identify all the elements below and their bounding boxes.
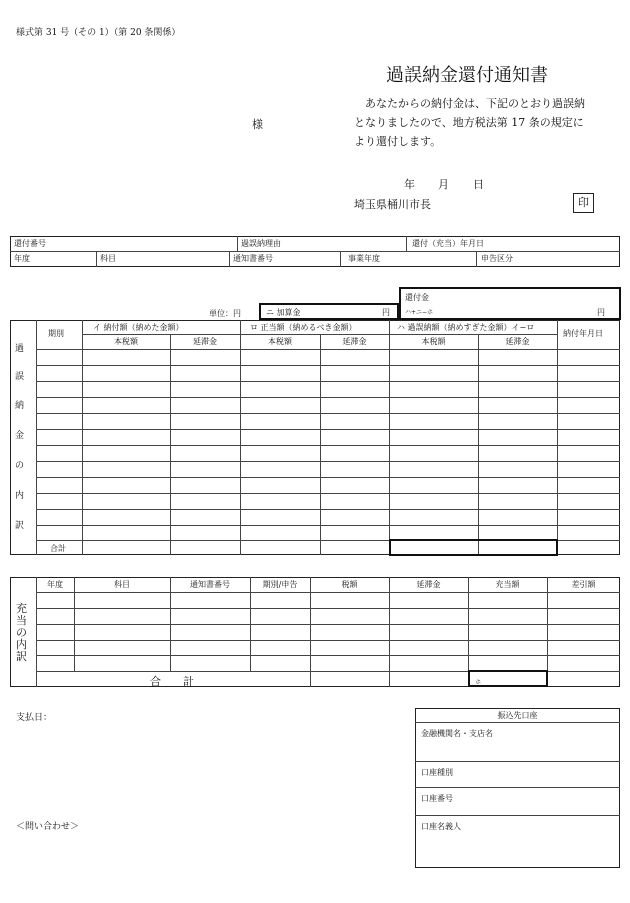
bank-title: 振込先口座 [497,711,538,720]
unit-label: 単位：円 [209,309,241,318]
account-type-label: 口座種別 [421,768,453,777]
ot-col-line [240,320,241,555]
account-number-label: 口座番号 [421,794,453,803]
addition-yen: 円 [382,308,390,317]
at-header: 差引額 [571,580,596,589]
ot-row-line [36,381,620,382]
at-header: 充当額 [495,580,520,589]
ot-row-line [36,429,620,430]
document-title: 過誤納金還付通知書 [386,65,548,86]
info-col-line [96,251,97,267]
account-holder-label: 口座名義人 [421,822,461,831]
at-header: 年度 [47,580,63,589]
info-col-line [237,236,238,251]
ot-sub-header: 延滞金 [505,337,530,346]
ot-sub-header: 本税額 [114,337,138,346]
at-header: 税額 [341,580,358,589]
bank-name-label: 金融機関名・支店名 [421,729,493,738]
business-year-label: 事業年度 [348,254,380,263]
refund-formula: ハ+ニ−ホ [405,309,434,316]
ot-group-overpaid-header: ハ 過誤納額（納めすぎた金額）イ−ロ [397,323,535,332]
body-text-line-2: となりましたので、地方税法第 17 条の規定に [354,116,584,129]
at-row-line [36,624,620,625]
item-label: 科目 [100,254,116,263]
ot-side-char: 金 [15,431,25,441]
ot-side-char: の [15,461,25,471]
at-side-char: の [16,626,27,639]
ot-row-line [36,461,620,462]
seal-label: 印 [578,196,589,209]
info-col-line [229,251,230,267]
at-row-line [36,640,620,641]
at-side-char: 内 [16,638,27,651]
ot-period-header: 期別 [48,329,64,338]
ot-group-divider [82,334,557,335]
ot-side-char: 内 [15,491,25,501]
info-col-line [406,236,407,251]
ot-group-correct-header: ロ 正当額（納めるべき金額） [250,323,357,332]
ot-row-line [36,445,620,446]
ot-sub-header: 本税額 [268,337,292,346]
payment-date-label: 支払日： [16,713,53,723]
ot-row-line [36,509,620,510]
ot-side-char: 誤 [15,372,25,382]
at-header: 延滞金 [416,580,441,589]
bank-row-line [415,815,620,816]
ot-col-line [557,320,558,555]
seal-box [573,193,594,213]
body-text-line-1: あなたからの納付金は、下記のとおり過誤納 [365,97,585,110]
info-col-line [476,251,477,267]
ot-total-label: 合計 [50,544,66,553]
ot-overpayment-total-box [389,539,558,556]
at-row-line [36,608,620,609]
contact-label: ＜問い合わせ＞ [16,822,80,832]
overpayment-reason-label: 過誤納理由 [241,239,281,248]
ot-side-char: 過 [15,344,25,354]
ot-row-line [36,365,620,366]
ot-row-line [36,413,620,414]
at-row-line [36,655,620,656]
at-header: 期別/申告 [262,580,298,589]
ot-sub-header: 延滞金 [193,337,217,346]
form-number: 様式第 31 号（その 1）（第 20 条関係） [16,28,181,38]
bank-row-line [415,761,620,762]
ot-col-line [389,320,390,555]
at-header-divider [36,592,620,593]
refund-yen: 円 [597,308,605,317]
ot-row-line [36,525,620,526]
date-month: 月 [438,178,449,191]
ot-row-line [36,493,620,494]
ot-col-line [82,320,83,555]
body-text-line-3: より還付します。 [354,135,442,148]
addition-label: ニ 加算金 [266,308,301,317]
at-ho-mark: ホ [475,679,482,686]
ot-row-line [36,397,620,398]
at-header: 科目 [114,580,130,589]
info-col-line [340,251,341,267]
refund-amount-label: 還付金 [405,293,429,302]
at-side-char: 訳 [16,650,27,663]
at-total-label: 合 計 [150,675,194,688]
ot-sub-header: 本税額 [421,337,446,346]
ot-sub-header: 延滞金 [342,337,367,346]
ot-col-line [36,320,37,555]
at-side-char: 充 [16,602,27,615]
refund-date-label: 還付（充当）年月日 [412,239,484,248]
notice-number-label: 通知書番号 [233,254,273,263]
overpayment-table [10,320,620,555]
at-header: 通知書番号 [190,580,230,589]
date-year: 年 [404,178,415,191]
addressee-suffix: 様 [252,118,263,131]
issuer: 埼玉県桶川市長 [354,198,431,211]
ot-payment-date-header: 納付年月日 [563,329,603,338]
date-day: 日 [473,178,484,191]
ot-group-paid-header: イ 納付額（納めた金額） [93,323,184,332]
fiscal-year-label: 年度 [14,254,30,263]
ot-side-char: 納 [15,401,25,411]
at-side-char: 当 [16,614,27,627]
bank-row-line [415,722,620,723]
filing-type-label: 申告区分 [481,254,513,263]
ot-header-divider [36,349,620,350]
ot-side-char: 訳 [15,521,25,531]
body-text [354,94,614,151]
bank-row-line [415,787,620,788]
refund-number-label: 還付番号 [14,239,46,248]
info-table-divider [10,251,620,252]
ot-row-line [36,477,620,478]
